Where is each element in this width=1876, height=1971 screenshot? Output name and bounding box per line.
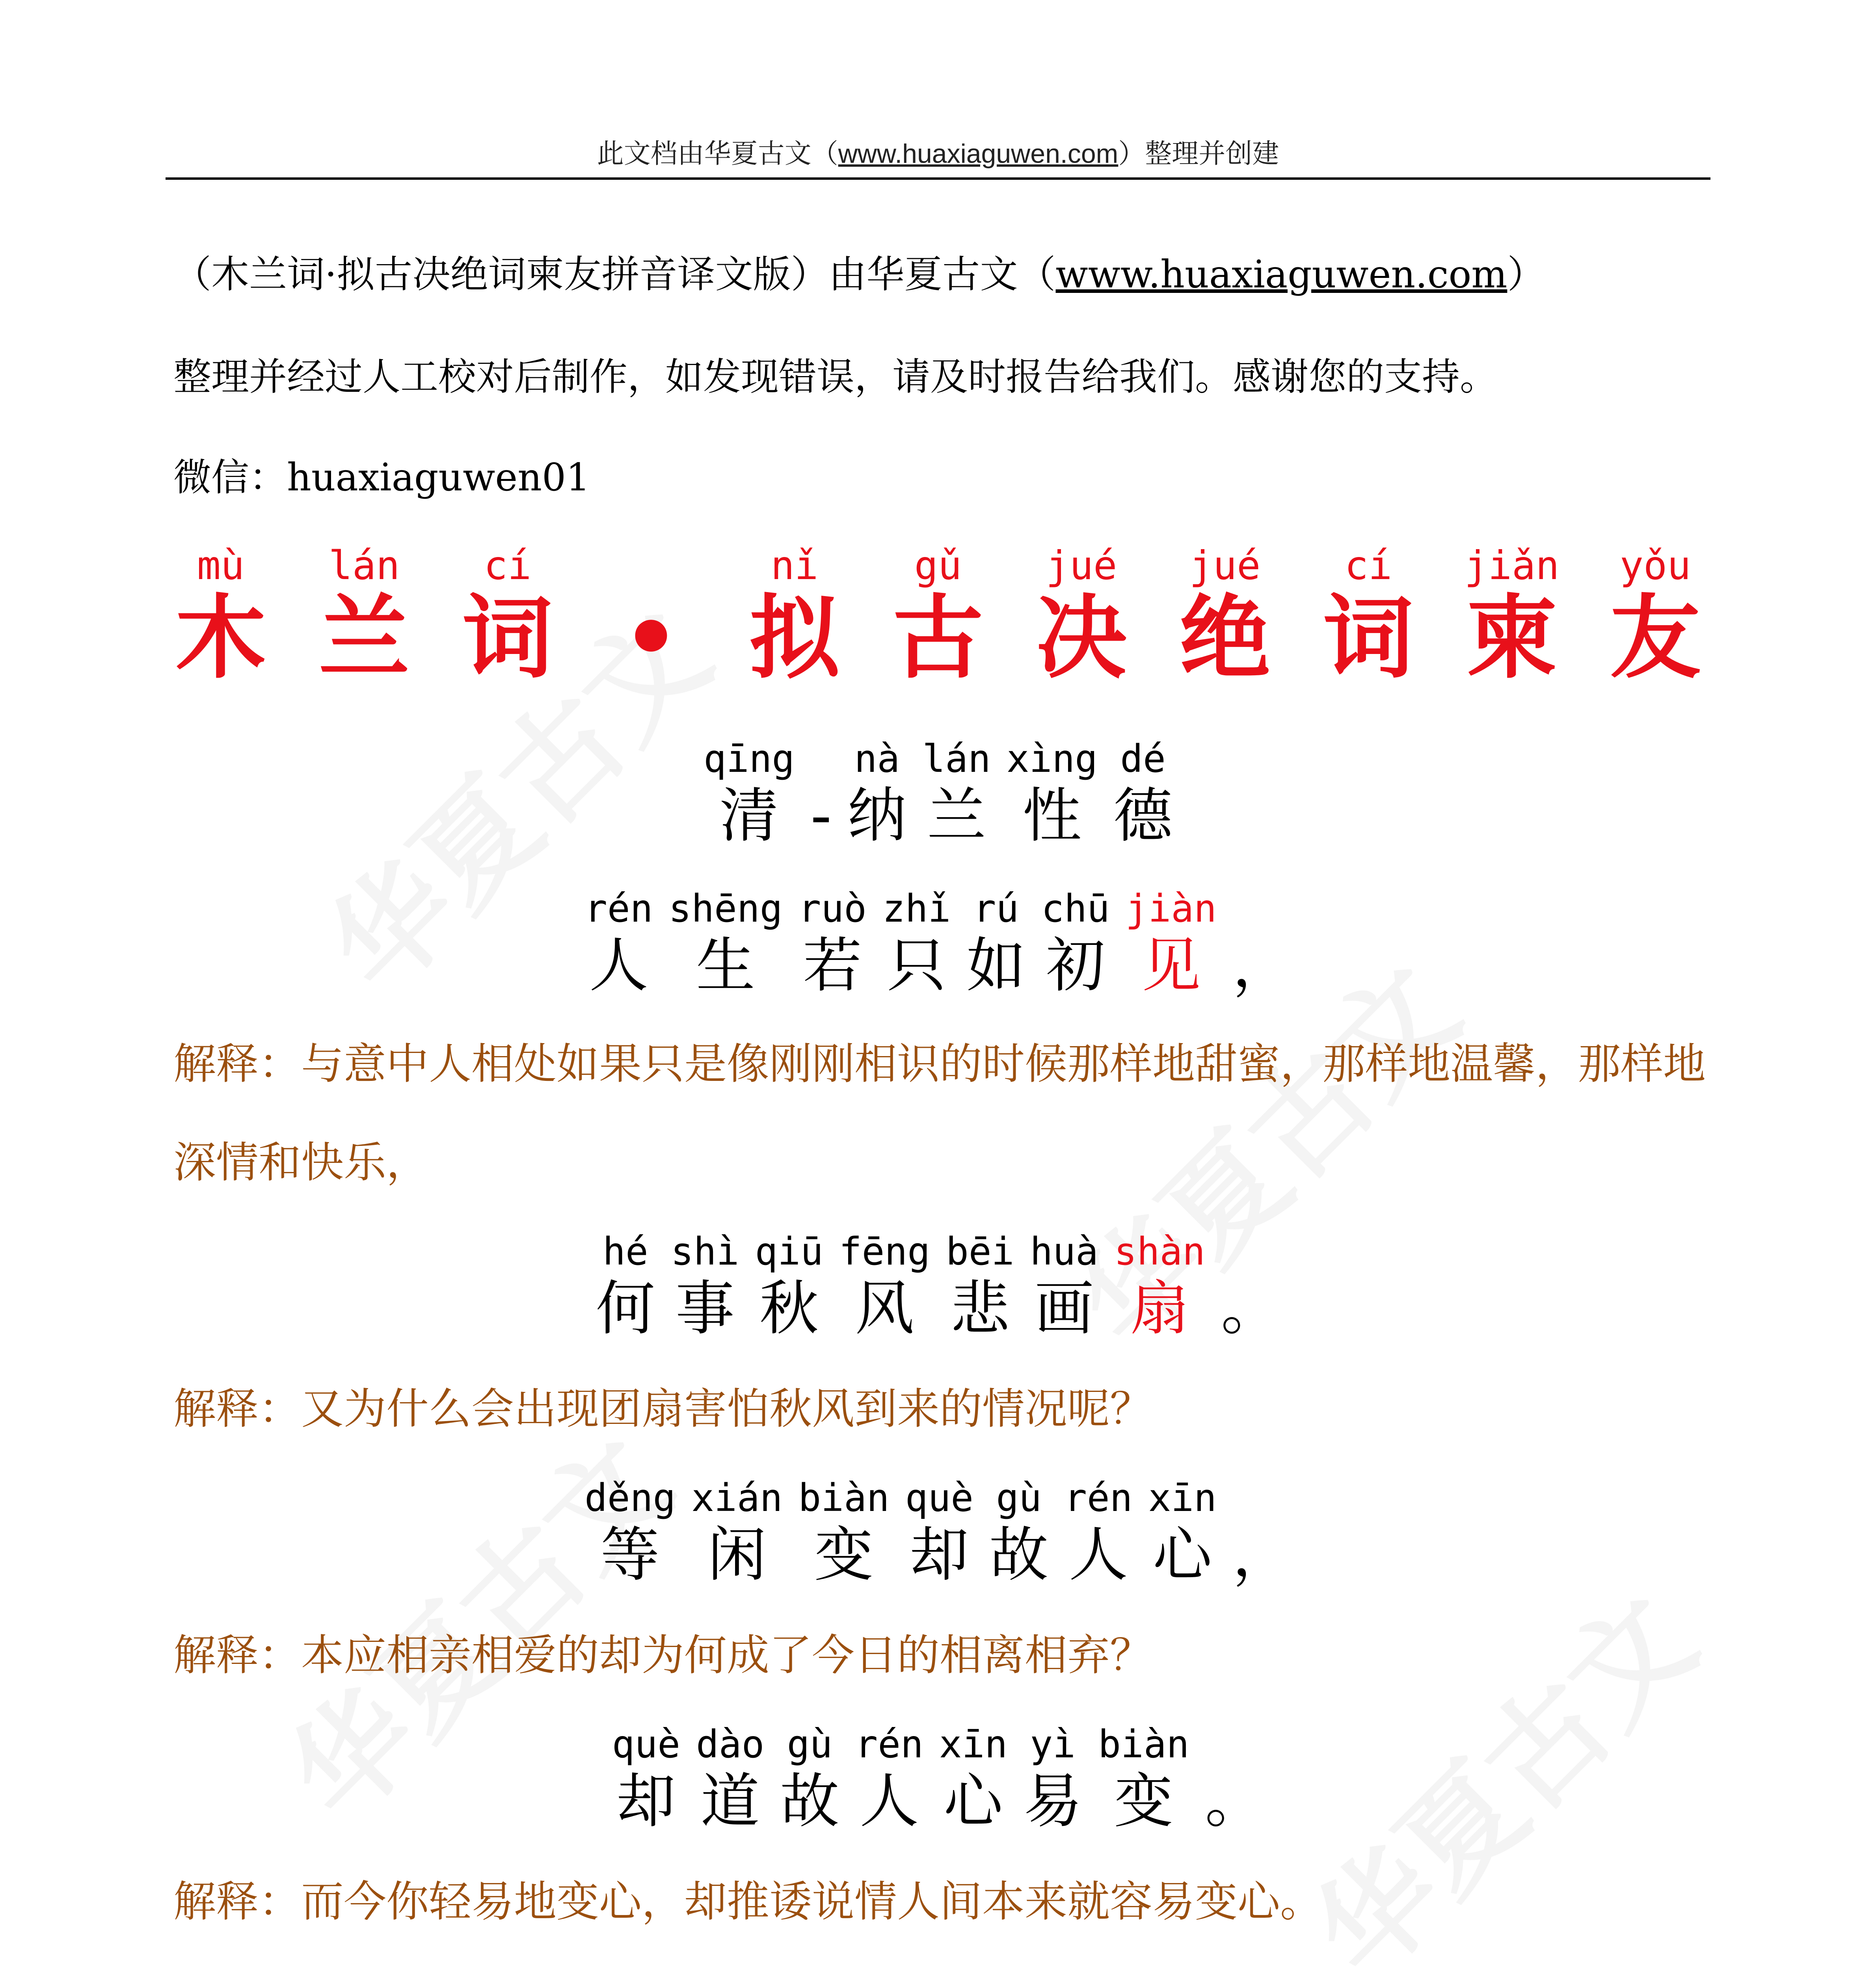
glyph-cell (596, 1230, 655, 1344)
glyph-cell (946, 1230, 1014, 1344)
pinyin: jué (1189, 542, 1261, 589)
glyph-cell (847, 737, 906, 851)
pinyin: rén (1064, 1476, 1133, 1520)
glyph-cell (1126, 887, 1217, 1001)
poem-title (0, 544, 1876, 690)
hanzi: 性 (1022, 782, 1082, 850)
page-header (166, 130, 1710, 180)
glyph-cell (1041, 887, 1109, 1001)
pinyin: biàn (1098, 1722, 1189, 1766)
pinyin: shàn (1114, 1230, 1205, 1274)
glyph-cell (1148, 1476, 1216, 1591)
hanzi: 。 (1221, 1274, 1280, 1343)
glyph-cell (669, 887, 783, 1001)
hanzi: 。 (1205, 1767, 1264, 1836)
glyph-cell (922, 737, 990, 851)
poem-line (0, 1476, 1876, 1591)
glyph-cell (584, 1476, 676, 1591)
hanzi: 柬 (1466, 586, 1557, 691)
pinyin: nǐ (770, 542, 819, 589)
pinyin: hé (603, 1230, 648, 1274)
hanzi: 故 (780, 1767, 839, 1836)
hanzi: 见 (1141, 931, 1201, 1000)
intro-line-2: 整理并经过人工校对后制作，如发现错误，请及时报告给我们。感谢您的支持。 (173, 355, 1498, 399)
glyph-cell (1113, 737, 1172, 851)
pinyin: lán (922, 737, 991, 781)
intro-line-1 (173, 244, 1545, 298)
pinyin: ruò (798, 887, 867, 931)
poem-line (0, 1723, 1876, 1837)
hanzi: 易 (1023, 1767, 1083, 1836)
pinyin: yǒu (1619, 542, 1691, 589)
header-link[interactable]: www.huaxiaguwen.com (838, 139, 1119, 169)
hanzi: 变 (814, 1521, 874, 1589)
wechat-id: 微信：huaxiaguwen01 (173, 455, 590, 499)
hanzi: 古 (892, 586, 983, 691)
pinyin: jiǎn (1464, 542, 1560, 589)
glyph-cell (1309, 544, 1427, 690)
explanation: 解释：又为什么会出现团扇害怕秋风到来的情况呢？ (173, 1384, 1153, 1434)
hanzi: ， (1232, 1521, 1292, 1589)
hanzi: 人 (589, 931, 648, 1000)
pinyin: huà (1030, 1230, 1098, 1274)
hanzi: 却 (910, 1521, 969, 1589)
glyph-cell (1064, 1476, 1132, 1591)
glyph-cell (1166, 544, 1284, 690)
glyph-cell (1221, 1230, 1280, 1344)
pinyin: xián (691, 1476, 783, 1520)
glyph-cell (1030, 1230, 1098, 1344)
pinyin: qīng (704, 737, 795, 781)
glyph-cell (696, 1723, 764, 1837)
glyph-cell (1453, 544, 1571, 690)
pinyin: děng (584, 1476, 676, 1520)
hanzi: 事 (675, 1274, 735, 1343)
glyph-cell (1022, 544, 1141, 690)
pinyin: xīn (1148, 1476, 1217, 1520)
pinyin: yì (1030, 1722, 1076, 1766)
hanzi: 决 (1036, 586, 1127, 691)
hanzi: 心 (944, 1767, 1003, 1836)
pinyin: mù (197, 542, 245, 589)
hanzi: 等 (600, 1521, 660, 1589)
intro-link[interactable]: www.huaxiaguwen.com (1055, 252, 1508, 296)
glyph-cell (989, 1476, 1048, 1591)
hanzi: 变 (1114, 1767, 1173, 1836)
glyph-cell (879, 544, 997, 690)
pinyin: jiàn (1125, 887, 1217, 931)
hanzi: 风 (855, 1274, 914, 1343)
glyph-cell (671, 1230, 739, 1344)
hanzi: 心 (1153, 1521, 1212, 1589)
glyph-cell (780, 1723, 839, 1837)
hanzi: 只 (887, 931, 946, 1000)
hanzi: 初 (1046, 931, 1105, 1000)
hanzi: - (810, 782, 832, 850)
header-suffix: ）整理并创建 (1118, 139, 1279, 169)
glyph-cell (1007, 737, 1098, 851)
glyph-cell (1232, 1476, 1292, 1591)
pinyin: zhǐ (882, 887, 951, 931)
poem-line (0, 1230, 1876, 1344)
pinyin: rú (973, 887, 1019, 931)
pinyin: rén (584, 887, 653, 931)
hanzi: 兰 (318, 586, 409, 691)
hanzi: 画 (1035, 1274, 1094, 1343)
pinyin: rén (855, 1722, 923, 1766)
intro-suffix: ） (1507, 252, 1545, 296)
pinyin: gù (787, 1722, 833, 1766)
hanzi: 清 (719, 782, 779, 850)
glyph-cell (1114, 1230, 1205, 1344)
glyph-cell (1232, 887, 1292, 1001)
pinyin: dé (1120, 737, 1166, 781)
pinyin: fēng (839, 1230, 930, 1274)
pinyin: bēi (946, 1230, 1014, 1274)
hanzi: 生 (696, 931, 755, 1000)
hanzi: 拟 (749, 586, 840, 691)
hanzi: • (622, 586, 680, 691)
glyph-cell (305, 544, 423, 690)
pinyin: qiū (755, 1230, 823, 1274)
explanation: 解释：而今你轻易地变心，却推诿说情人间本来就容易变心。 (173, 1877, 1323, 1926)
hanzi: 悲 (950, 1274, 1010, 1343)
glyph-cell (810, 737, 832, 851)
intro-prefix: （木兰词·拟古决绝词柬友拼音译文版）由华夏古文（ (173, 252, 1056, 296)
glyph-cell (704, 737, 795, 851)
poem-line (0, 887, 1876, 1001)
pinyin: xīn (939, 1722, 1008, 1766)
pinyin: cí (1344, 542, 1392, 589)
glyph-cell (1098, 1723, 1189, 1837)
pinyin: què (905, 1476, 974, 1520)
glyph-cell (612, 1723, 680, 1837)
hanzi: 故 (989, 1521, 1049, 1589)
hanzi: 绝 (1179, 586, 1270, 691)
hanzi: 扇 (1130, 1274, 1189, 1343)
explanation: 解释：本应相亲相爱的却为何成了今日的相离相弃？ (173, 1631, 1153, 1680)
pinyin: shì (671, 1230, 739, 1274)
pinyin: lán (328, 542, 400, 589)
glyph-cell (798, 1476, 889, 1591)
hanzi: 何 (596, 1274, 655, 1343)
hanzi: 人 (860, 1767, 919, 1836)
pinyin: gǔ (914, 542, 962, 589)
hanzi: 闲 (707, 1521, 767, 1589)
glyph-cell (584, 887, 653, 1001)
hanzi: 德 (1113, 782, 1172, 850)
hanzi: 兰 (927, 782, 986, 850)
hanzi: 却 (616, 1767, 676, 1836)
pinyin: gù (996, 1476, 1042, 1520)
hanzi: ， (1232, 931, 1292, 1000)
poem-author (0, 737, 1876, 851)
hanzi: 秋 (759, 1274, 819, 1343)
pinyin: biàn (798, 1476, 890, 1520)
hanzi: 词 (462, 586, 553, 691)
hanzi: 人 (1068, 1521, 1128, 1589)
pinyin: jué (1046, 542, 1117, 589)
glyph-cell (449, 544, 567, 690)
glyph-cell (882, 887, 951, 1001)
glyph-cell (839, 1230, 930, 1344)
glyph-cell (592, 544, 710, 690)
glyph-cell (162, 544, 280, 690)
explanation: 解释：与意中人相处如果只是像刚刚相识的时候那样地甜蜜，那样地温馨，那样地深情和快乐， (173, 1040, 1706, 1187)
glyph-cell (966, 887, 1025, 1001)
glyph-cell (1596, 544, 1714, 690)
glyph-cell (691, 1476, 782, 1591)
pinyin: shēng (668, 887, 783, 931)
pinyin: nà (854, 737, 900, 781)
pinyin: xìng (1006, 737, 1098, 781)
glyph-cell (939, 1723, 1007, 1837)
hanzi: 若 (803, 931, 862, 1000)
header-prefix: 此文档由华夏古文（ (597, 139, 838, 169)
hanzi: 友 (1610, 586, 1701, 691)
glyph-cell (755, 1230, 823, 1344)
hanzi: 纳 (847, 782, 907, 850)
pinyin: chū (1041, 887, 1110, 931)
hanzi: 道 (700, 1767, 760, 1836)
pinyin: dào (696, 1722, 765, 1766)
glyph-cell (855, 1723, 923, 1837)
glyph-cell (905, 1476, 973, 1591)
hanzi: 木 (175, 586, 266, 691)
glyph-cell (1023, 1723, 1082, 1837)
hanzi: 如 (966, 931, 1026, 1000)
pinyin: què (612, 1722, 680, 1766)
glyph-cell (798, 887, 866, 1001)
glyph-cell (735, 544, 854, 690)
pinyin: cí (484, 542, 532, 589)
glyph-cell (1205, 1723, 1264, 1837)
hanzi: 词 (1323, 586, 1414, 691)
